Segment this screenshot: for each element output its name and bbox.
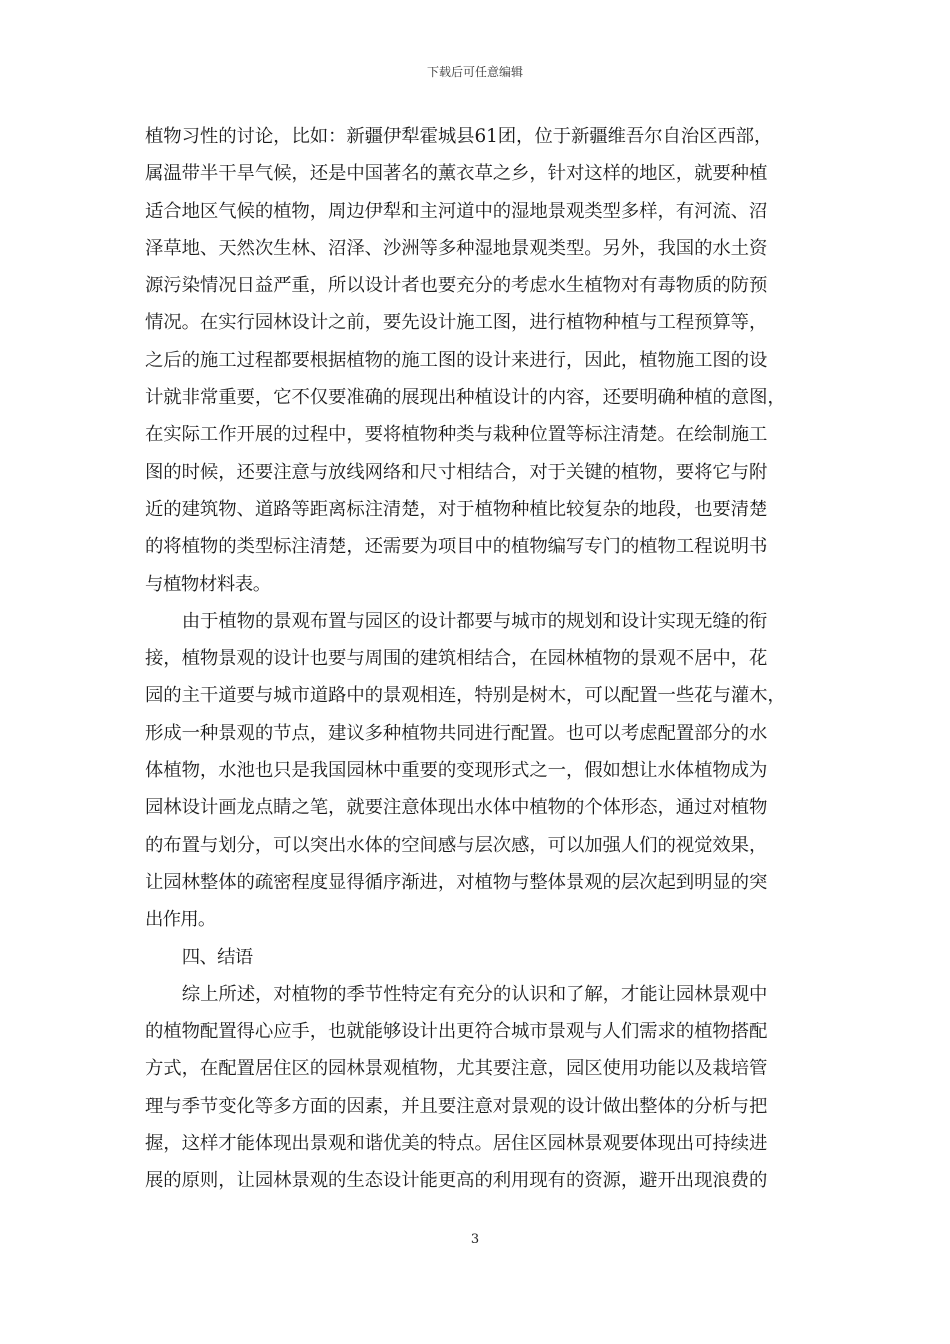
text-line: 源污染情况日益严重，所以设计者也要充分的考虑水生植物对有毒物质的防预: [145, 275, 768, 297]
text-line: 属温带半干旱气候，还是中国著名的薰衣草之乡，针对这样的地区，就要种植: [145, 163, 768, 185]
body-text: [145, 118, 820, 1200]
text-line: 之后的施工过程都要根据植物的施工图的设计来进行，因此，植物施工图的设: [145, 349, 768, 371]
text-line: 与植物材料表。: [145, 573, 271, 595]
text-line: 形成一种景观的节点，建议多种植物共同进行配置。也可以考虑配置部分的水: [145, 722, 768, 744]
text-line: 近的建筑物、道路等距离标注清楚，对于植物种植比较复杂的地段，也要清楚: [145, 498, 768, 520]
text-line: 植物习性的讨论，比如：新疆伊犁霍城县61团，位于新疆维吾尔自治区西部，: [145, 126, 773, 147]
text-line: 园林设计画龙点睛之笔，就要注意体现出水体中植物的个体形态，通过对植物: [145, 797, 768, 819]
text-line: 出作用。: [145, 909, 216, 931]
page-header: 下载后可任意编辑: [426, 65, 523, 79]
text-line: 计就非常重要，它不仅要准确的展现出种植设计的内容，还要明确种植的意图，: [145, 387, 786, 409]
text-line: 在实际工作开展的过程中，要将植物种类与栽种位置等标注清楚。在绘制施工: [145, 424, 768, 446]
text-line: 方式，在配置居住区的园林景观植物，尤其要注意，园区使用功能以及栽培管: [145, 1058, 768, 1080]
text-line: 园的主干道要与城市道路中的景观相连，特别是树木，可以配置一些花与灌木，: [145, 685, 786, 707]
text-line: 适合地区气候的植物，周边伊犁和主河道中的湿地景观类型多样，有河流、沼: [145, 200, 768, 222]
text-line: 握，这样才能体现出景观和谐优美的特点。居住区园林景观要体现出可持续进: [145, 1133, 768, 1155]
text-line: 的布置与划分，可以突出水体的空间感与层次感，可以加强人们的视觉效果，: [145, 834, 768, 856]
text-line: 的植物配置得心应手，也就能够设计出更符合城市景观与人们需求的植物搭配: [145, 1021, 768, 1043]
text-line: 的将植物的类型标注清楚，还需要为项目中的植物编写专门的植物工程说明书: [145, 536, 768, 558]
text-line: 展的原则，让园林景观的生态设计能更高的利用现有的资源，避开出现浪费的: [145, 1170, 768, 1192]
text-line: 情况。在实行园林设计之前，要先设计施工图，进行植物种植与工程预算等，: [145, 312, 768, 334]
text-line: 接，植物景观的设计也要与周围的建筑相结合，在园林植物的景观不居中，花: [145, 648, 768, 670]
text-line: 由于植物的景观布置与园区的设计都要与城市的规划和设计实现无缝的衔: [181, 610, 768, 632]
text-line: 图的时候，还要注意与放线网络和尺寸相结合，对于关键的植物，要将它与附: [145, 461, 768, 483]
text-line: 体植物，水池也只是我国园林中重要的变现形式之一，假如想让水体植物成为: [145, 760, 768, 782]
text-line: 让园林整体的疏密程度显得循序渐进，对植物与整体景观的层次起到明显的突: [145, 871, 768, 893]
text-line: 综上所述，对植物的季节性特定有充分的认识和了解，才能让园林景观中: [181, 983, 768, 1005]
page-number: 3: [470, 1232, 480, 1247]
text-line: 泽草地、天然次生林、沼泽、沙洲等多种湿地景观类型。另外，我国的水土资: [145, 237, 768, 259]
text-line: 理与季节变化等多方面的因素，并且要注意对景观的设计做出整体的分析与把: [145, 1095, 768, 1117]
text-line: 四、结语: [181, 946, 253, 968]
